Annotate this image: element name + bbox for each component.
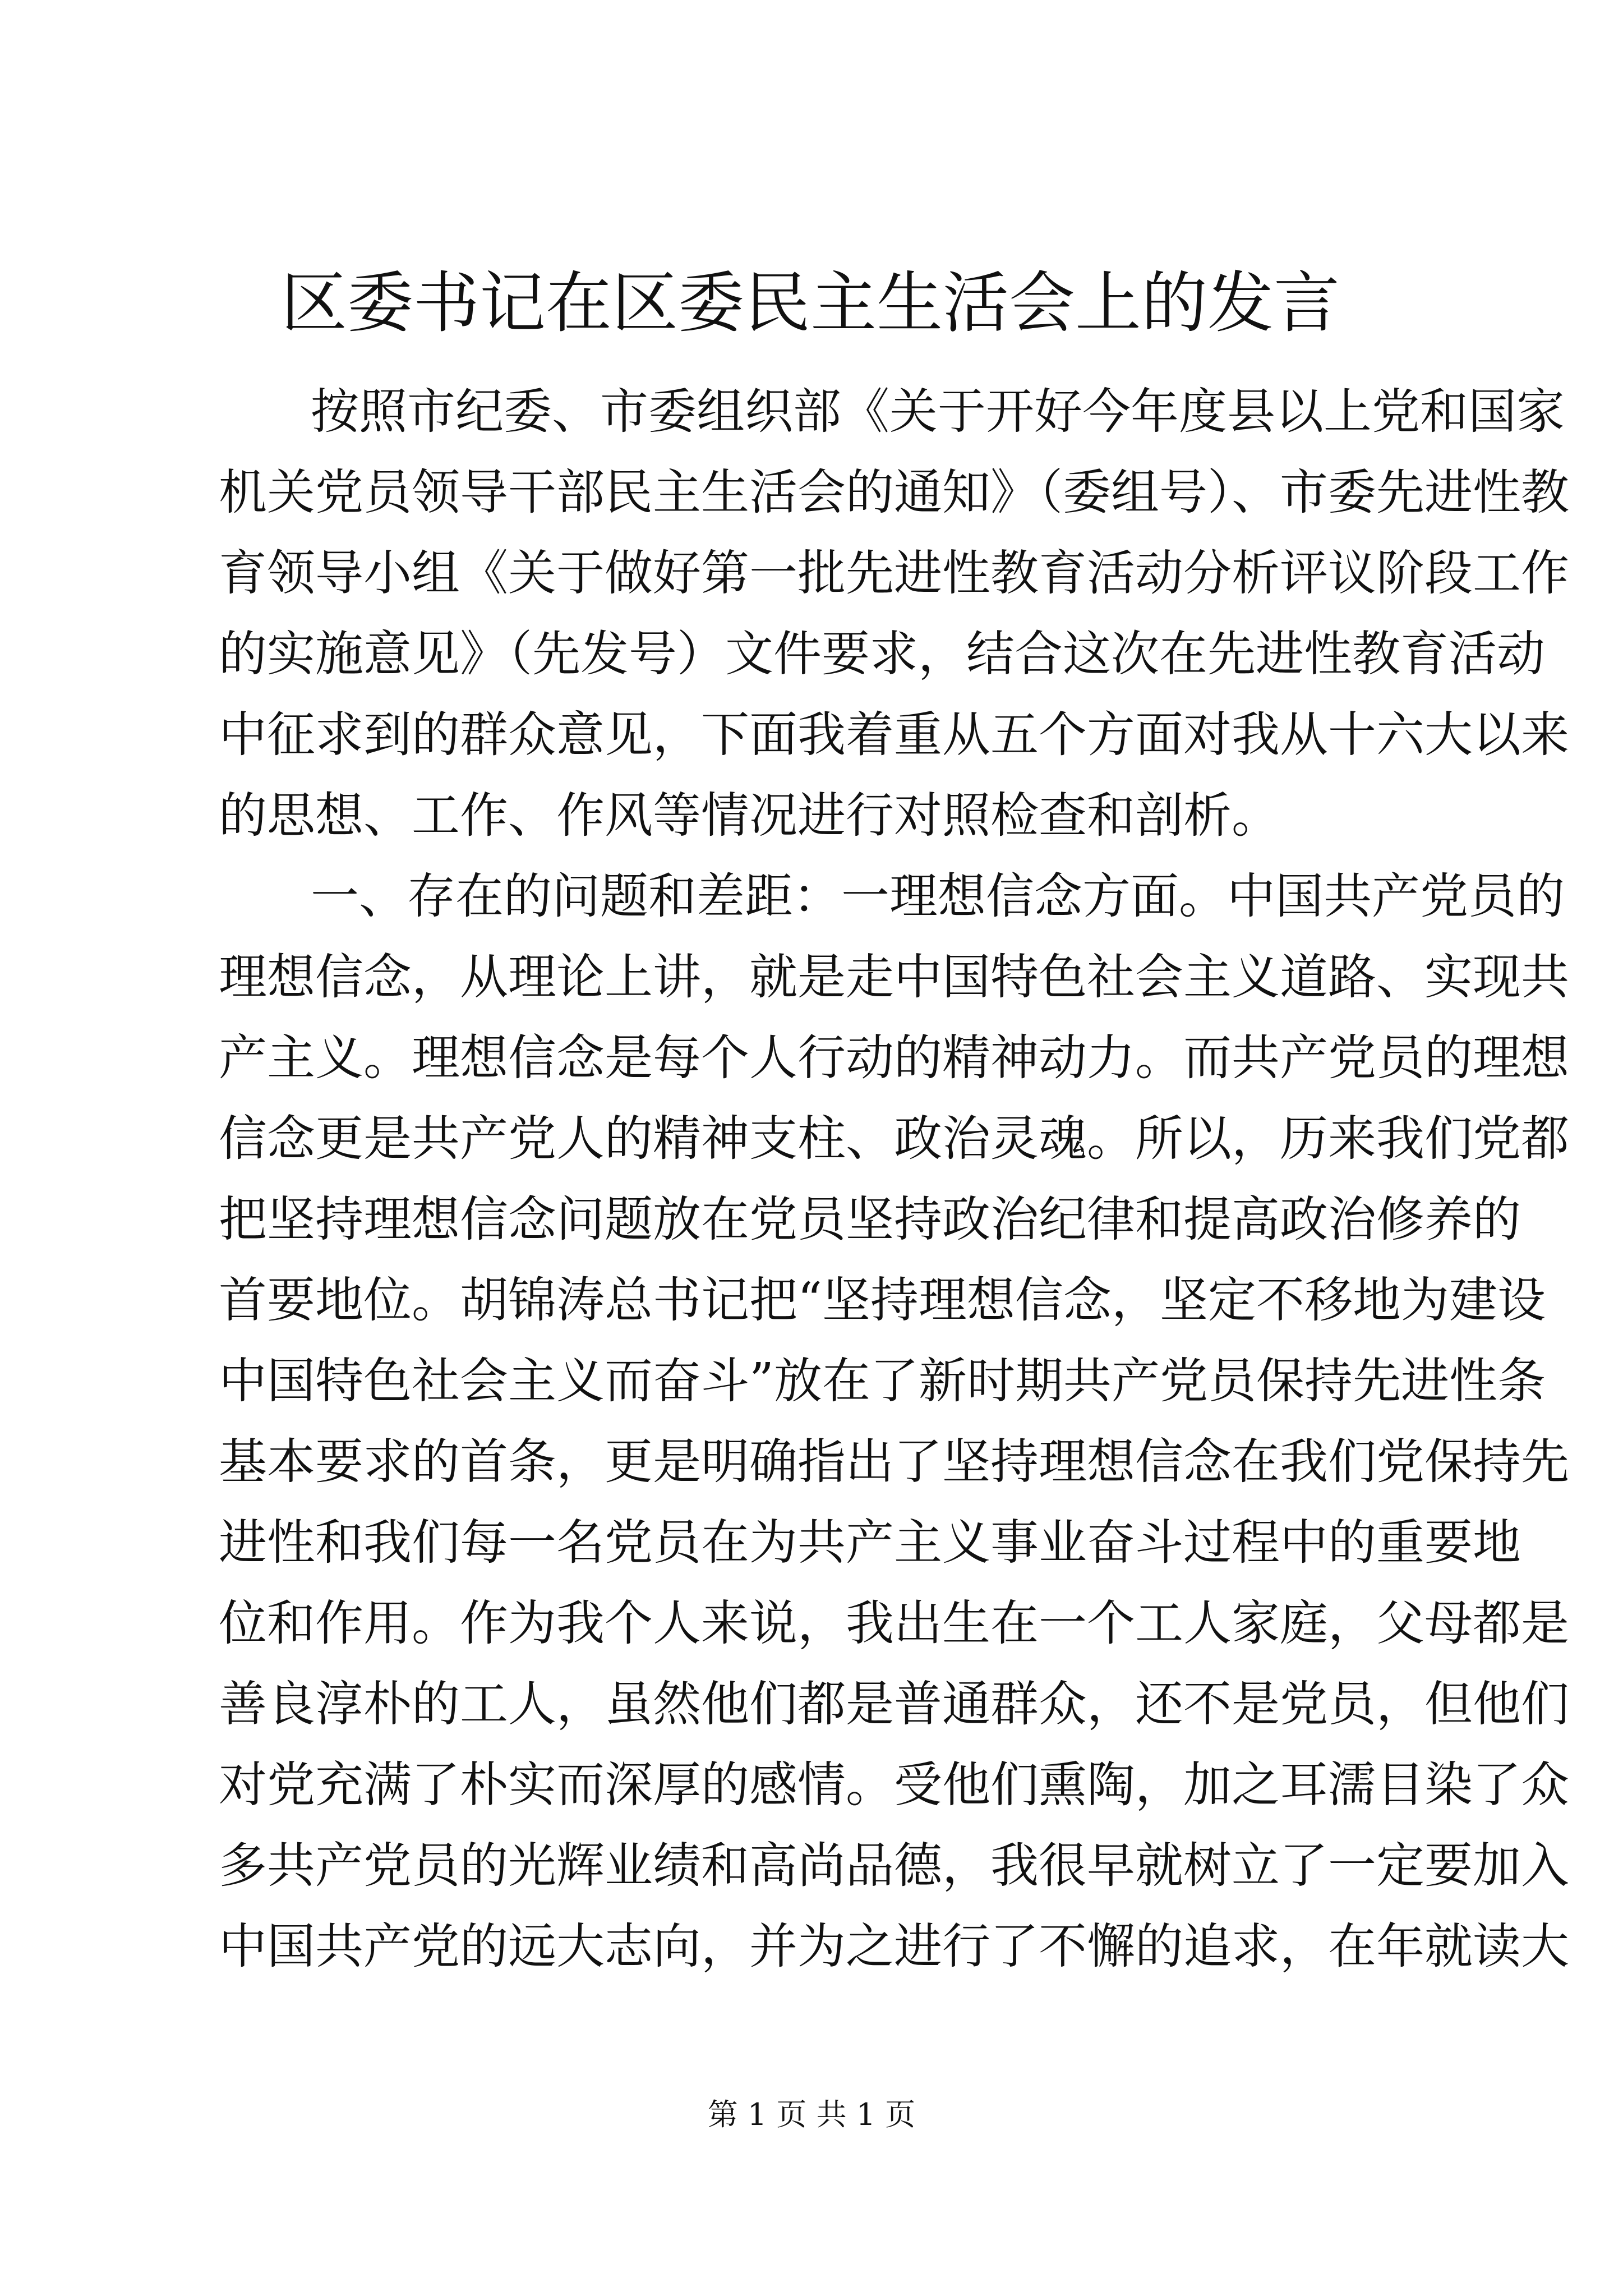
text-line: 中国特色社会主义而奋斗”放在了新时期共产党员保持先进性条 <box>219 1353 1546 1409</box>
paragraph-intro <box>219 371 1569 856</box>
text-line: 中国共产党的远大志向，并为之进行了不懈的追求，在年就读大 <box>219 1918 1569 1975</box>
text-line: 的实施意见》（先发号）文件要求，结合这次在先进性教育活动 <box>219 626 1545 682</box>
text-line: 基本要求的首条，更是明确指出了坚持理想信念在我们党保持先 <box>219 1434 1569 1490</box>
text-line: 育领导小组《关于做好第一批先进性教育活动分析评议阶段工作 <box>219 545 1569 601</box>
text-line: 善良淳朴的工人，虽然他们都是普通群众，还不是党员，但他们 <box>219 1676 1569 1732</box>
text-line: 一、存在的问题和差距：一理想信念方面。中国共产党员的 <box>311 868 1565 924</box>
text-line: 位和作用。作为我个人来说，我出生在一个工人家庭，父母都是 <box>219 1595 1569 1651</box>
page-footer: 第 1 页 共 1 页 <box>707 2097 916 2132</box>
document-body <box>219 371 1569 1987</box>
text-line: 产主义。理想信念是每个人行动的精神动力。而共产党员的理想 <box>219 1030 1569 1086</box>
text-line: 多共产党员的光辉业绩和高尚品德，我很早就树立了一定要加入 <box>219 1838 1569 1894</box>
paragraph-problems <box>219 856 1569 1987</box>
text-line: 首要地位。胡锦涛总书记把“坚持理想信念，坚定不移地为建设 <box>219 1272 1546 1328</box>
text-line: 的思想、工作、作风等情况进行对照检查和剖析。 <box>219 788 1280 844</box>
text-line: 对党充满了朴实而深厚的感情。受他们熏陶，加之耳濡目染了众 <box>219 1757 1569 1813</box>
text-line: 信念更是共产党人的精神支柱、政治灵魂。所以，历来我们党都 <box>219 1111 1569 1167</box>
text-line: 理想信念，从理论上讲，就是走中国特色社会主义道路、实现共 <box>219 949 1569 1005</box>
text-line: 中征求到的群众意见，下面我着重从五个方面对我从十六大以来 <box>219 707 1569 763</box>
document-title: 区委书记在区委民主生活会上的发言 <box>280 264 1340 342</box>
text-line: 进性和我们每一名党员在为共产主义事业奋斗过程中的重要地 <box>219 1515 1521 1571</box>
text-line: 把坚持理想信念问题放在党员坚持政治纪律和提高政治修养的 <box>219 1191 1521 1248</box>
text-line: 机关党员领导干部民主生活会的通知》（委组号）、市委先进性教 <box>219 464 1569 521</box>
text-line: 按照市纪委、市委组织部《关于开好今年度县以上党和国家 <box>311 384 1565 440</box>
